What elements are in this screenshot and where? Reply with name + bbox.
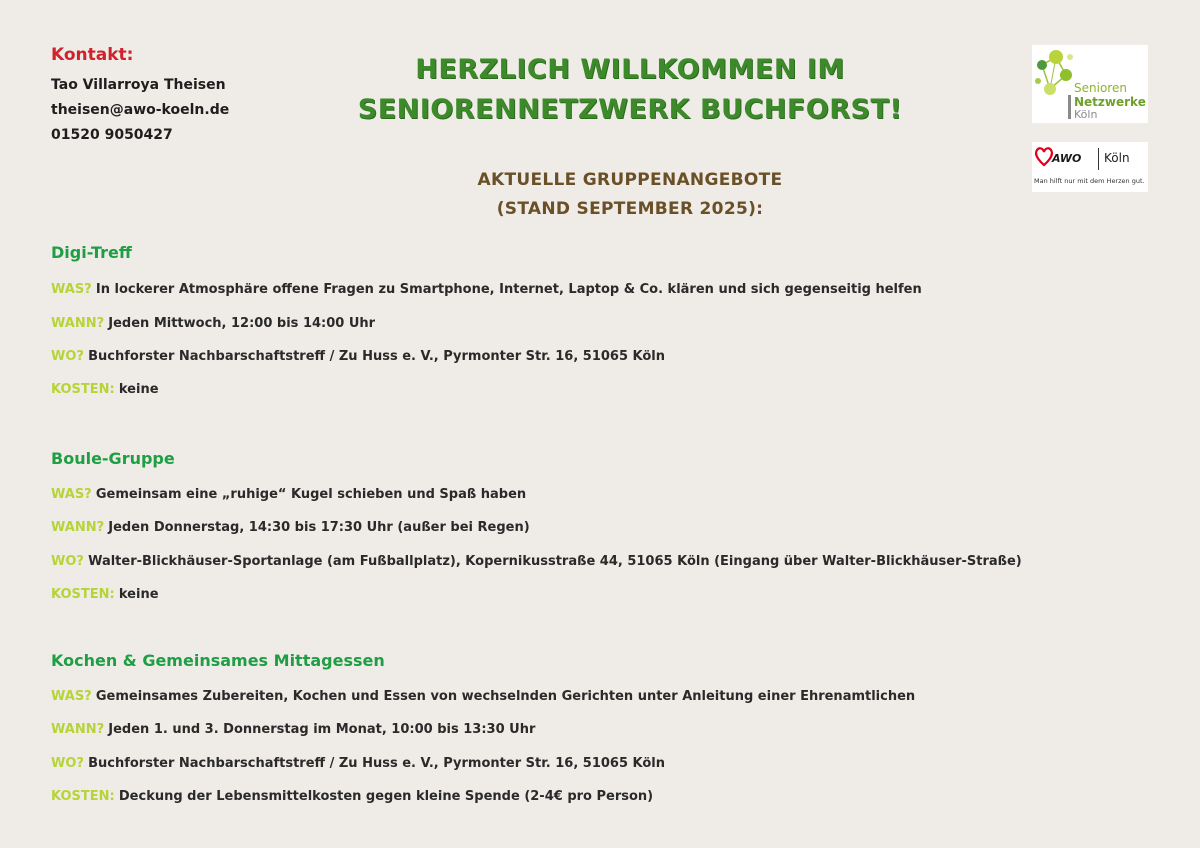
row-kosten — [51, 586, 159, 603]
label-kosten: KOSTEN: — [51, 789, 115, 804]
seniorennetzwerke-line2: Netzwerke — [1074, 95, 1146, 109]
value-was: Gemeinsam eine „ruhige“ Kugel schieben und Spaß haben — [95, 487, 527, 502]
seniorennetzwerke-logo — [1032, 45, 1148, 123]
row-wann — [51, 721, 535, 738]
page-title-line2: SENIORENNETZWERK BUCHFORST! — [357, 94, 903, 125]
value-wann: Jeden Mittwoch, 12:00 bis 14:00 Uhr — [108, 316, 376, 331]
awo-word: AWO — [1052, 152, 1082, 165]
page-title — [300, 50, 960, 130]
value-wo: Buchforster Nachbarschaftstreff / Zu Huss e. V., Pyrmonter Str. 16, 51065 Köln — [88, 349, 666, 364]
awo-divider — [1098, 148, 1099, 170]
awo-slogan: Man hilft nur mit dem Herzen gut. — [1034, 177, 1145, 185]
row-wo — [51, 755, 665, 772]
row-wo — [51, 348, 665, 365]
value-wann: Jeden Donnerstag, 14:30 bis 17:30 Uhr (außer bei Regen) — [108, 520, 530, 535]
contact-phone[interactable]: 01520 9050427 — [51, 127, 173, 143]
contact-block — [51, 45, 229, 148]
section-kochen — [51, 651, 1151, 811]
section-title: Digi-Treff — [51, 243, 132, 262]
heart-icon — [1034, 145, 1054, 167]
page-subtitle-line1: AKTUELLE GRUPPENANGEBOTE — [477, 170, 783, 190]
value-wann: Jeden 1. und 3. Donnerstag im Monat, 10:00 bis 13:30 Uhr — [108, 722, 536, 737]
contact-email[interactable]: theisen@awo-koeln.de — [51, 102, 230, 118]
section-digi-treff — [51, 243, 1151, 403]
awo-city: Köln — [1104, 151, 1130, 165]
awo-logo — [1032, 142, 1148, 192]
label-was: WAS? — [51, 487, 92, 502]
value-kosten: keine — [118, 382, 159, 397]
label-was: WAS? — [51, 282, 92, 297]
value-wo: Walter-Blickhäuser-Sportanlage (am Fußballplatz), Kopernikusstraße 44, 51065 Köln (Eingang über Walter-Blickhäuser-Straße) — [88, 554, 1022, 569]
value-kosten: Deckung der Lebensmittelkosten gegen kleine Spende (2-4€ pro Person) — [118, 789, 654, 804]
label-wo: WO? — [51, 554, 84, 569]
row-wann — [51, 519, 530, 536]
row-wo — [51, 553, 1022, 570]
label-wo: WO? — [51, 756, 84, 771]
seniorennetzwerke-line3: Köln — [1074, 108, 1098, 121]
value-wo: Buchforster Nachbarschaftstreff / Zu Huss e. V., Pyrmonter Str. 16, 51065 Köln — [88, 756, 666, 771]
section-boule-gruppe — [51, 449, 1151, 609]
page-subtitle — [380, 166, 880, 224]
label-wann: WANN? — [51, 316, 105, 331]
contact-name: Tao Villarroya Theisen — [51, 77, 226, 93]
page-title-line1: HERZLICH WILLKOMMEN IM — [415, 54, 845, 85]
row-kosten — [51, 381, 159, 398]
label-was: WAS? — [51, 689, 92, 704]
label-kosten: KOSTEN: — [51, 382, 115, 397]
label-kosten: KOSTEN: — [51, 587, 115, 602]
value-was: Gemeinsames Zubereiten, Kochen und Essen von wechselnden Gerichten unter Anleitung einer Ehrenamtlichen — [95, 689, 916, 704]
section-title: Boule-Gruppe — [51, 449, 175, 468]
seniorennetzwerke-line1: Senioren — [1074, 81, 1127, 95]
label-wann: WANN? — [51, 520, 105, 535]
label-wann: WANN? — [51, 722, 105, 737]
section-title: Kochen & Gemeinsames Mittagessen — [51, 651, 385, 670]
contact-title: Kontakt: — [51, 45, 134, 65]
row-was — [51, 281, 922, 298]
value-kosten: keine — [118, 587, 159, 602]
page-subtitle-line2: (STAND SEPTEMBER 2025): — [496, 199, 764, 219]
label-wo: WO? — [51, 349, 84, 364]
value-was: In lockerer Atmosphäre offene Fragen zu Smartphone, Internet, Laptop & Co. klären und sich gegenseitig helfen — [95, 282, 922, 297]
row-kosten — [51, 788, 653, 805]
row-was — [51, 688, 915, 705]
row-wann — [51, 315, 375, 332]
row-was — [51, 486, 526, 503]
